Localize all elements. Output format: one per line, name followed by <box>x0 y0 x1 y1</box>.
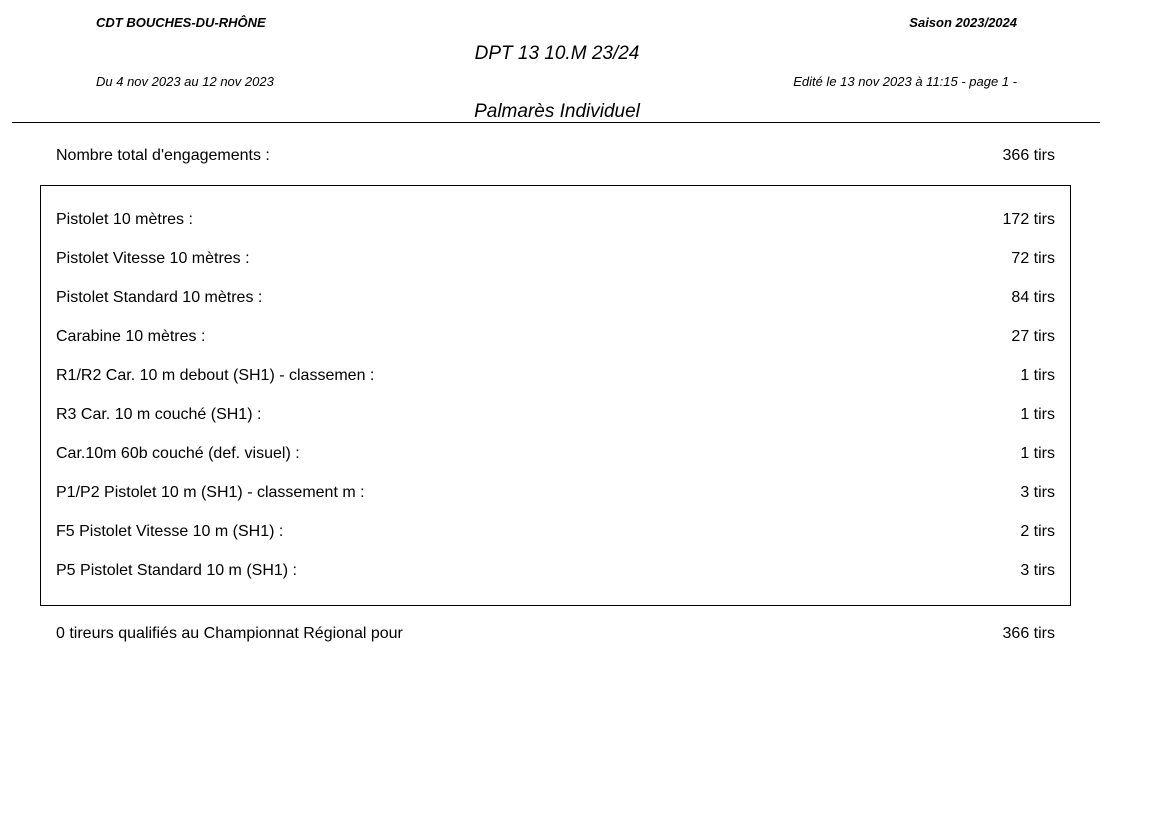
category-label: Pistolet Vitesse 10 mètres : <box>56 250 250 267</box>
category-value: 172 tirs <box>1002 211 1055 228</box>
total-label: Nombre total d'engagements : <box>56 147 270 164</box>
total-value: 366 tirs <box>1002 147 1055 164</box>
header-divider <box>12 122 1100 123</box>
category-value: 3 tirs <box>1020 562 1055 579</box>
date-range: Du 4 nov 2023 au 12 nov 2023 <box>96 74 274 89</box>
season-label: Saison 2023/2024 <box>909 15 1017 30</box>
report-title: Palmarès Individuel <box>474 101 640 122</box>
category-label: R1/R2 Car. 10 m debout (SH1) - classemen : <box>56 367 375 384</box>
category-value: 84 tirs <box>1011 289 1055 306</box>
category-value: 3 tirs <box>1020 484 1055 501</box>
category-value: 2 tirs <box>1020 523 1055 540</box>
category-label: R3 Car. 10 m couché (SH1) : <box>56 406 262 423</box>
category-value: 1 tirs <box>1020 367 1055 384</box>
category-value: 27 tirs <box>1011 328 1055 345</box>
category-label: P5 Pistolet Standard 10 m (SH1) : <box>56 562 297 579</box>
category-value: 72 tirs <box>1011 250 1055 267</box>
category-label: Pistolet 10 mètres : <box>56 211 193 228</box>
category-label: Car.10m 60b couché (def. visuel) : <box>56 445 300 462</box>
qualified-value: 366 tirs <box>1002 625 1055 642</box>
category-label: P1/P2 Pistolet 10 m (SH1) - classement m : <box>56 484 365 501</box>
category-label: F5 Pistolet Vitesse 10 m (SH1) : <box>56 523 284 540</box>
edited-timestamp: Edité le 13 nov 2023 à 11:15 - page 1 - <box>793 74 1017 89</box>
qualified-label: 0 tireurs qualifiés au Championnat Régional pour <box>56 625 403 642</box>
categories-box <box>40 185 1071 606</box>
category-label: Pistolet Standard 10 mètres : <box>56 289 263 306</box>
document-title: DPT 13 10.M 23/24 <box>474 43 640 64</box>
category-label: Carabine 10 mètres : <box>56 328 206 345</box>
organization-name: CDT BOUCHES-DU-RHÔNE <box>96 15 266 30</box>
category-value: 1 tirs <box>1020 406 1055 423</box>
category-value: 1 tirs <box>1020 445 1055 462</box>
